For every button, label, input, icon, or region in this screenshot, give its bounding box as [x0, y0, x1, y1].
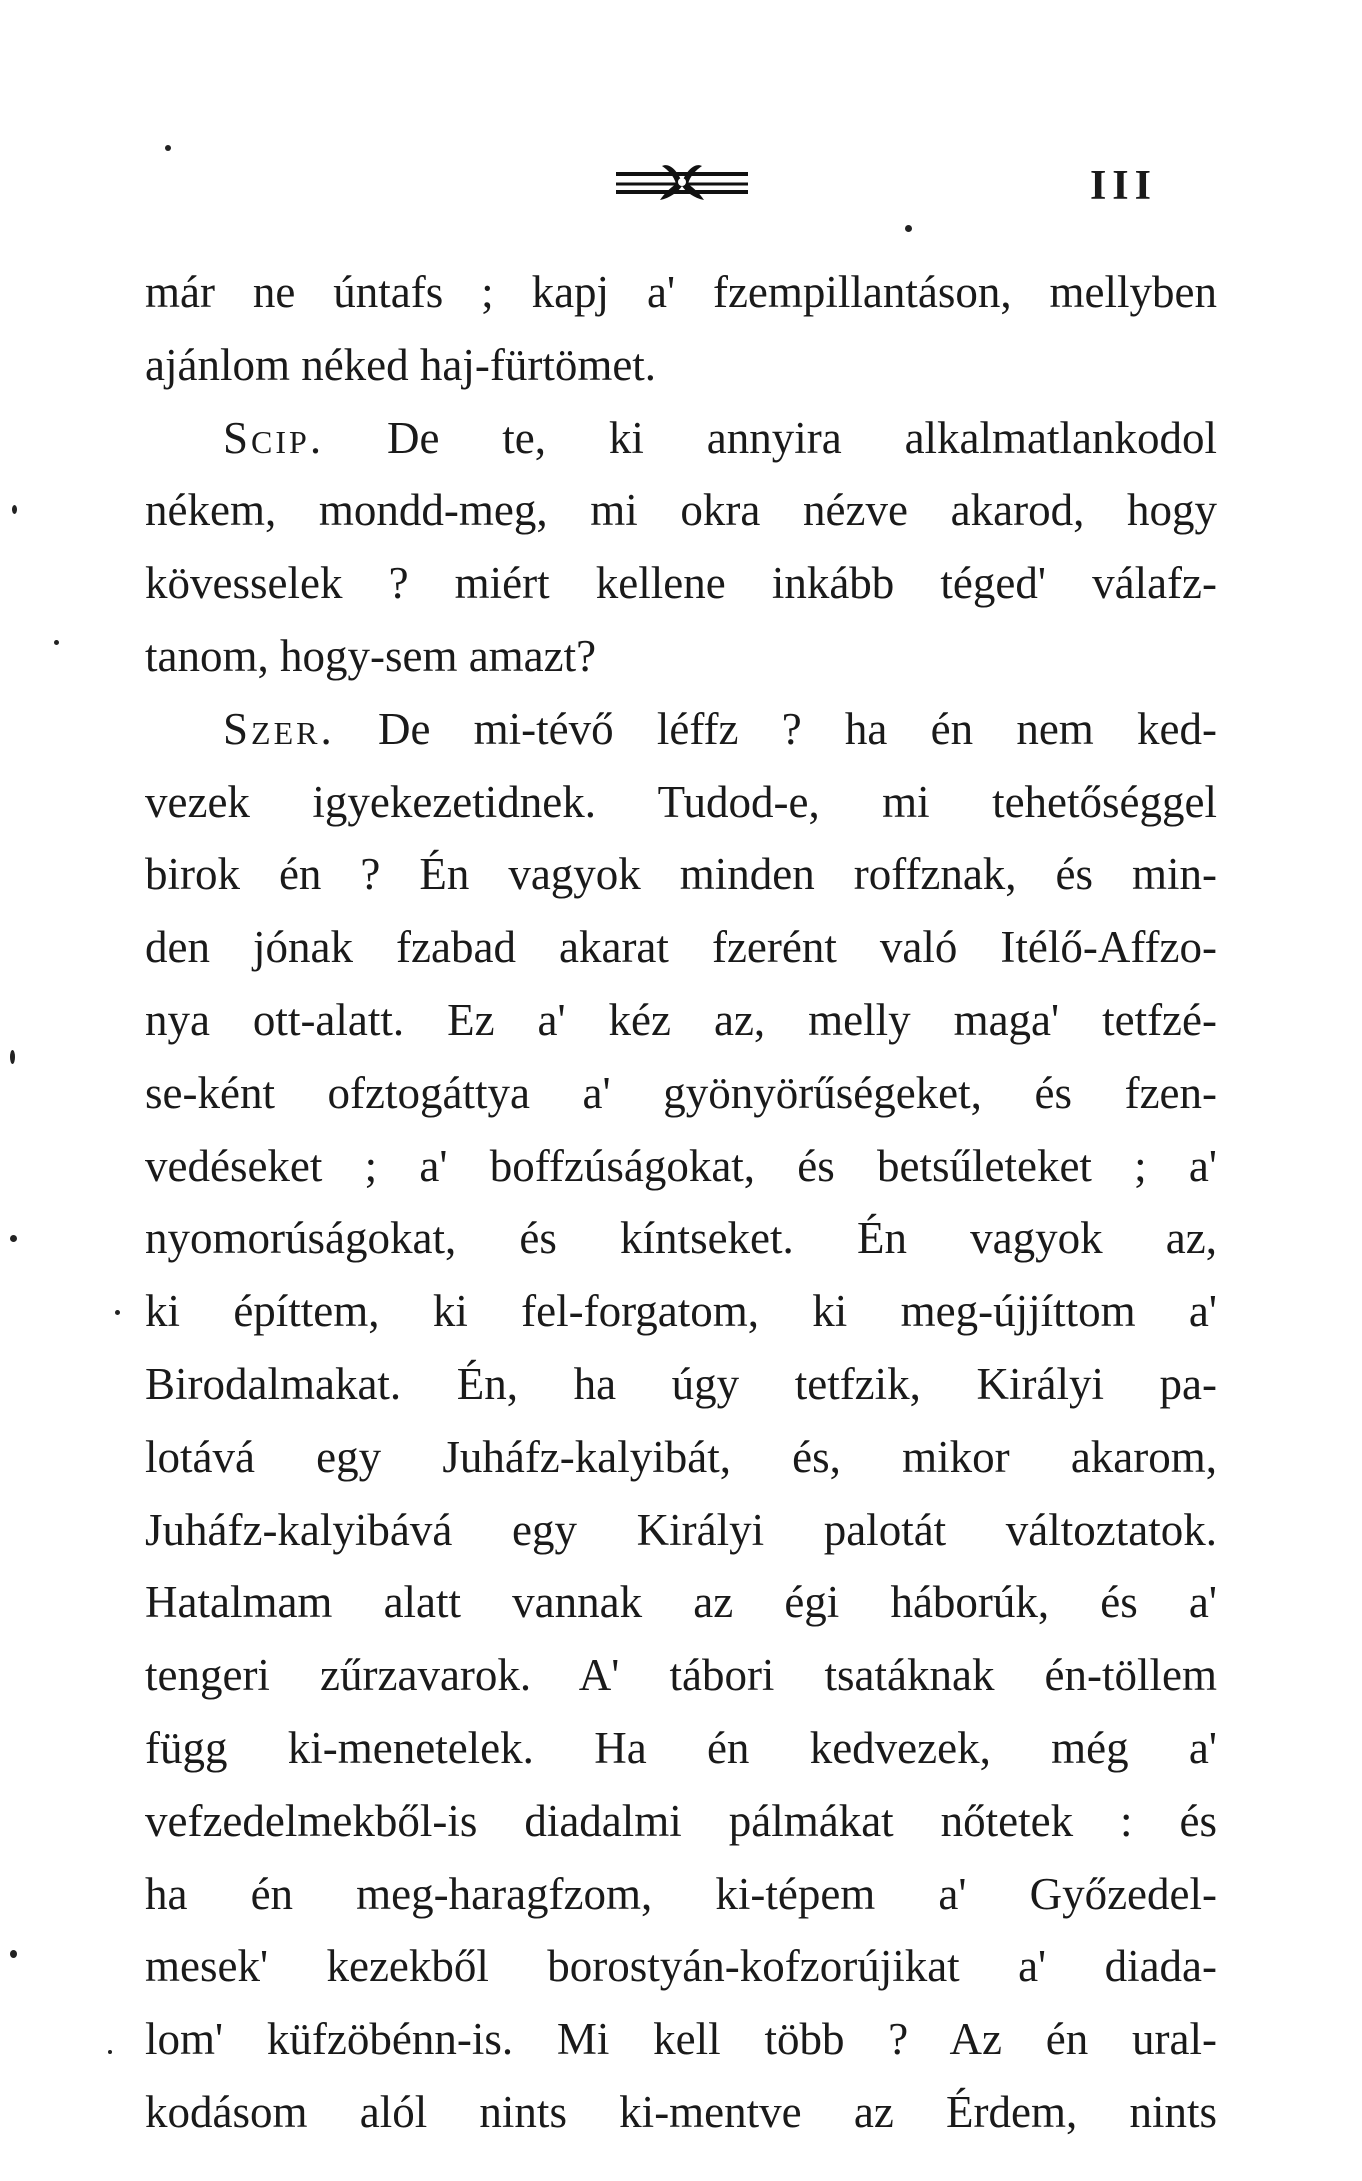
- scan-speck: [10, 1050, 15, 1064]
- text-line: nyomorúságokat, és kíntseket. Én vagyok az,: [145, 1213, 1217, 1264]
- text-line: De te, ki annyira alkalmatlankodol: [386, 412, 1217, 463]
- text-line: kodásom alól nints ki-mentve az Érdem, nints: [145, 2086, 1217, 2137]
- scan-speck: [115, 1310, 120, 1315]
- speaker-name: Scip.: [223, 412, 325, 463]
- text-line: ha én meg-haragfzom, ki-tépem a' Győzedel-: [145, 1868, 1217, 1919]
- text-line: függ ki-menetelek. Ha én kedvezek, még a': [145, 1722, 1217, 1773]
- text-line: Juháfz-kalyibává egy Királyi palotát változtatok.: [145, 1504, 1217, 1555]
- scan-speck: [54, 640, 59, 645]
- speech-line: [145, 693, 1217, 766]
- page-header: [0, 150, 1362, 220]
- text-line: vefzedelmekből-is diadalmi pálmákat nőtetek : és: [145, 1795, 1217, 1846]
- scan-speck: [10, 1235, 17, 1242]
- text-line: Birodalmakat. Én, ha úgy tetfzik, Királyi pa-: [145, 1358, 1217, 1409]
- text-line: vezek igyekezetidnek. Tudod-e, mi tehetőséggel: [145, 776, 1217, 827]
- text-line: De mi-tévő léffz ? ha én nem ked-: [377, 703, 1217, 754]
- scan-speck: [108, 2050, 112, 2054]
- page-body: [145, 256, 1217, 2149]
- scan-speck: [905, 225, 912, 232]
- text-line: ajánlom néked haj-fürtömet.: [145, 339, 657, 390]
- text-line: nékem, mondd-meg, mi okra nézve akarod, hogy: [145, 485, 1217, 536]
- text-line: mesek' kezekből borostyán-kofzorújikat a' diada-: [145, 1941, 1217, 1992]
- text-line: den jónak fzabad akarat fzerént való Itélő-Affzo-: [145, 922, 1217, 973]
- text-line: vedéseket ; a' boffzúságokat, és betsűleteket ; a': [145, 1140, 1217, 1191]
- speaker-name: Szer.: [223, 703, 335, 754]
- text-line: lotává egy Juháfz-kalyibát, és, mikor akarom,: [145, 1431, 1217, 1482]
- text-line: nya ott-alatt. Ez a' kéz az, melly maga' tetfzé-: [145, 994, 1217, 1045]
- text-line: kövesselek ? miért kellene inkább téged' válafz-: [145, 558, 1217, 609]
- text-line: már ne úntafs ; kapj a' fzempillantáson, mellyben: [145, 267, 1217, 317]
- scan-speck: [10, 1950, 17, 1958]
- text-line: Hatalmam alatt vannak az égi háborúk, és a': [145, 1577, 1217, 1628]
- text-line: ki építtem, ki fel-forgatom, ki meg-újjíttom a': [145, 1286, 1217, 1337]
- ornament-rule-icon: [612, 160, 752, 204]
- speech-line: [145, 402, 1217, 475]
- text-line: birok én ? Én vagyok minden roffznak, és min-: [145, 849, 1217, 900]
- scan-speck: [165, 145, 171, 151]
- text-line: tanom, hogy-sem amazt?: [145, 630, 597, 681]
- text-line: tengeri zűrzavarok. A' tábori tsatáknak én-töllem: [145, 1650, 1217, 1701]
- text-line: lom' küfzöbénn-is. Mi kell több ? Az én ural-: [145, 2014, 1217, 2065]
- text-line: se-ként ofztogáttya a' gyönyörűségeket, és fzen-: [145, 1067, 1217, 1118]
- page-number: III: [1089, 163, 1157, 209]
- scan-speck: [12, 505, 17, 514]
